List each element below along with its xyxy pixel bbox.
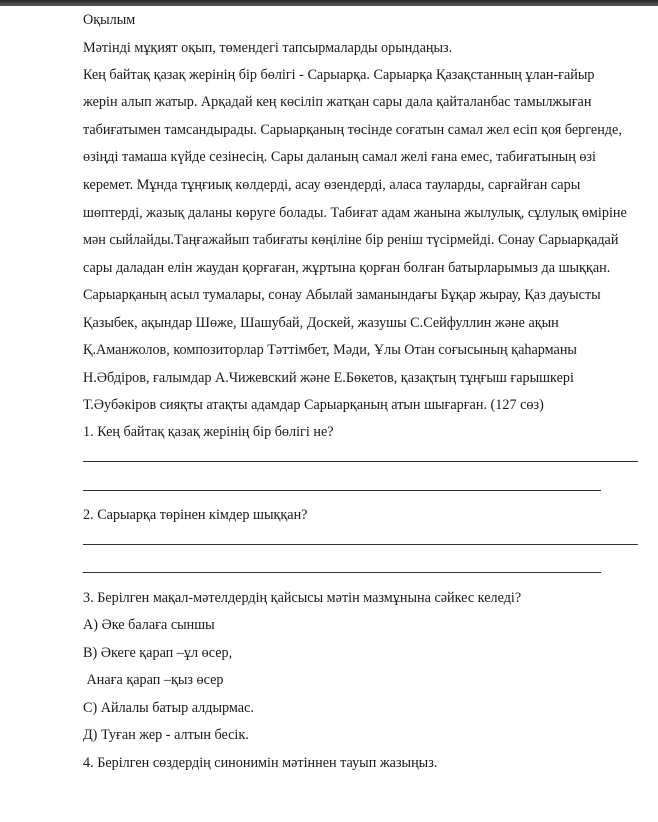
passage-line: табиғатымен тамсандырады. Сарыарқаның төсінде соғатын самал жел есіп қоя бергенде, [83,122,622,138]
answer-line-2a[interactable] [83,544,638,545]
question-2: 2. Сарыарқа төрінен кімдер шыққан? [83,507,308,523]
option-d: Д) Туған жер - алтын бесік. [83,727,249,743]
passage-line: мән сыйлайды.Таңғажайып табиғаты көңіліне бір реніш түсірмейді. Сонау Сарыарқадай [83,232,619,248]
question-3: 3. Берілген мақал-мәтелдердің қайсысы мәтін мазмұнына сәйкес келеді? [83,590,522,606]
passage-line: шөптерді, жазық даланы көруге болады. Табиғат адам жанына жылулық, сұлулық өміріне [83,205,627,221]
option-b-continued: Анаға қарап –қыз өсер [83,672,224,688]
passage-line: Қ.Аманжолов, композиторлар Тәттімбет, Мәди, Ұлы Отан соғысының қаһарманы [83,342,577,358]
option-b: В) Әкеге қарап –ұл өсер, [83,645,233,661]
option-a: А) Әке балаға сыншы [83,617,215,633]
top-edge-bar [0,0,658,6]
answer-line-1b[interactable] [83,490,601,491]
passage-line: жерін алып жатыр. Арқадай кең көсіліп жатқан сары дала қайталанбас тамылжыған [83,94,592,110]
section-header: Оқылым [83,12,136,28]
instruction-text: Мәтінді мұқият оқып, төмендегі тапсырмаларды орындаңыз. [83,40,453,56]
passage-line: Қазыбек, ақындар Шөже, Шашубай, Доскей, жазушы С.Сейфуллин және ақын [83,315,559,331]
passage-line: керемет. Мұнда тұңғиық көлдерді, асау өзендерді, аласа тауларды, сарғайған сары [83,177,581,193]
answer-line-1a[interactable] [83,461,638,462]
passage-line: сары даладан елін жаудан қорғаған, жұртына қорған болған батырларымыз да шыққан. [83,260,611,276]
passage-line: Сарыарқаның асыл тумалары, сонау Абылай заманындағы Бұқар жырау, Қаз дауысты [83,287,601,303]
passage-line: Кең байтақ қазақ жерінің бір бөлігі - Сарыарқа. Сарыарқа Қазақстанның ұлан-ғайыр [83,67,595,83]
option-c: С) Айлалы батыр алдырмас. [83,700,254,716]
answer-line-2b[interactable] [83,572,601,573]
question-4: 4. Берілген сөздердің синонимін мәтіннен тауып жазыңыз. [83,755,438,771]
passage-line: Н.Әбдіров, ғалымдар А.Чижевский және Е.Бөкетов, қазақтың тұңғыш ғарышкері [83,370,574,386]
passage-line: өзіңді тамаша күйде сезінесің. Сары даланың самал желі ғана емес, табиғатының өзі [83,149,596,165]
question-1: 1. Кең байтақ қазақ жерінің бір бөлігі не? [83,424,334,440]
passage-line: Т.Әубәкіров сияқты атақты адамдар Сарыарқаның атын шығарған. (127 сөз) [83,397,544,413]
